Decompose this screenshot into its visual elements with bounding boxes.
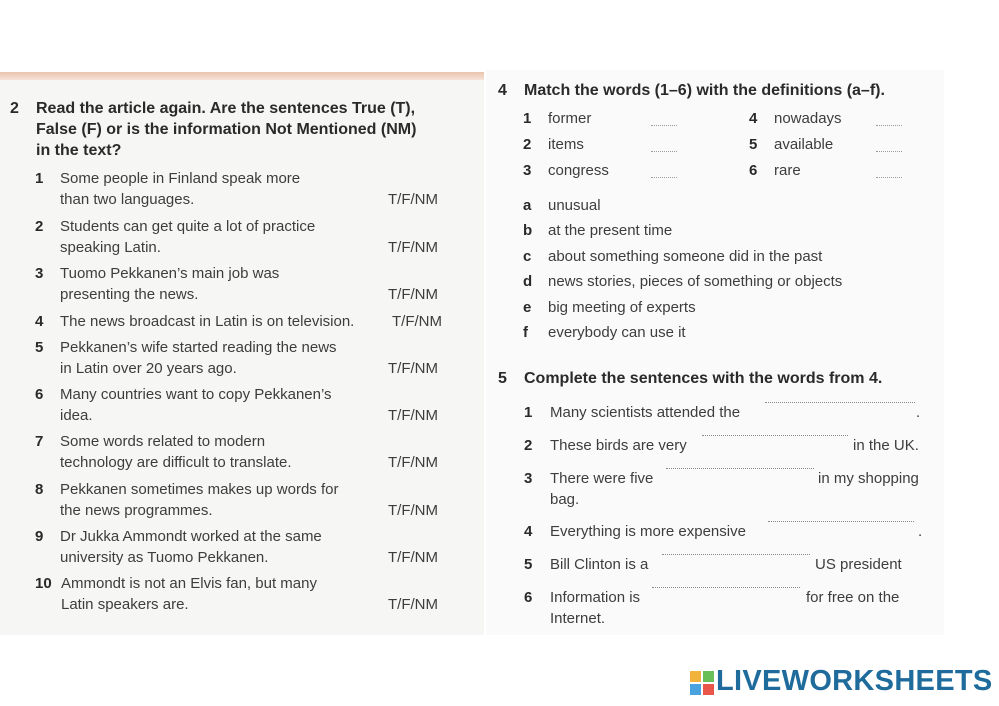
match-word-6: [749, 161, 909, 181]
sentence-text-before: Many scientists attended the: [550, 404, 741, 421]
tf-question-10: [35, 573, 475, 615]
exercise-2-number: 2: [10, 100, 19, 117]
sentence-2: [524, 435, 936, 456]
definition-e: [523, 298, 923, 318]
tf-answer-options[interactable]: T/F/NM: [388, 596, 438, 613]
definition-text: news stories, pieces of something or objects: [548, 273, 843, 290]
exercise-5-instructions: Complete the sentences with the words from 4.: [524, 370, 883, 387]
sentence-text-continued: bag.: [550, 491, 580, 508]
sentence-text-after: US president: [815, 556, 902, 573]
tf-question-6: [35, 384, 475, 426]
word-text: nowadays: [774, 110, 842, 127]
sentence-answer-blank[interactable]: [768, 521, 914, 522]
match-word-1: [523, 109, 713, 129]
logo-square-icon: [703, 671, 714, 682]
definition-letter: d: [523, 273, 533, 290]
tf-answer-options[interactable]: T/F/NM: [388, 407, 438, 424]
tf-answer-options[interactable]: T/F/NM: [388, 502, 438, 519]
question-number: 10: [35, 575, 52, 592]
match-word-4: [749, 109, 909, 129]
tf-answer-options[interactable]: T/F/NM: [388, 191, 438, 208]
match-word-3: [523, 161, 713, 181]
question-text: Ammondt is not an Elvis fan, but many Latin speakers are.: [61, 575, 317, 613]
definition-c: [523, 247, 923, 267]
sentence-text-continued: Internet.: [550, 610, 606, 627]
sentence-text-before: These birds are very: [550, 437, 687, 454]
question-text: Tuomo Pekkanen’s main job was presenting the news.: [60, 265, 280, 303]
sentence-answer-blank[interactable]: [666, 468, 814, 469]
match-answer-blank[interactable]: [876, 125, 902, 126]
word-text: rare: [774, 162, 801, 179]
definition-d: [523, 272, 923, 292]
question-text: Many countries want to copy Pekkanen’s idea.: [60, 386, 332, 424]
tf-question-7: [35, 431, 475, 473]
match-answer-blank[interactable]: [876, 177, 902, 178]
question-text: Students can get quite a lot of practice speaking Latin.: [60, 218, 316, 256]
tf-answer-options[interactable]: T/F/NM: [388, 549, 438, 566]
tf-question-5: [35, 337, 475, 379]
tf-answer-options[interactable]: T/F/NM: [388, 360, 438, 377]
definition-b: [523, 221, 923, 241]
definition-letter: f: [523, 324, 528, 341]
definition-letter: a: [523, 197, 532, 214]
exercise-4-heading: [498, 80, 938, 101]
question-number: 8: [35, 481, 44, 498]
exercise-5-heading: [498, 368, 938, 389]
definition-text: unusual: [548, 197, 601, 214]
exercise-2-heading: [10, 98, 480, 162]
question-number: 3: [35, 265, 44, 282]
sentence-1: [524, 402, 936, 423]
word-number: 6: [749, 162, 758, 179]
exercise-5-number: 5: [498, 370, 507, 387]
question-text: Some words related to modern technology are difficult to translate.: [60, 433, 292, 471]
sentence-number: 2: [524, 437, 533, 454]
question-text: Pekkanen’s wife started reading the news in Latin over 20 years ago.: [60, 339, 337, 377]
question-number: 9: [35, 528, 44, 545]
word-number: 3: [523, 162, 532, 179]
word-text: available: [774, 136, 834, 153]
sentence-text-before: Everything is more expensive: [550, 523, 746, 540]
sentence-6: [524, 587, 936, 629]
match-answer-blank[interactable]: [651, 177, 677, 178]
tf-question-4: [35, 311, 475, 332]
sentence-text-before: Information is: [550, 589, 641, 606]
tf-answer-options[interactable]: T/F/NM: [388, 286, 438, 303]
match-word-5: [749, 135, 909, 155]
logo-square-icon: [690, 684, 701, 695]
sentence-answer-blank[interactable]: [702, 435, 848, 436]
definition-text: big meeting of experts: [548, 299, 696, 316]
sentence-number: 4: [524, 523, 533, 540]
liveworksheets-logo[interactable]: [690, 664, 993, 698]
question-text: Dr Jukka Ammondt worked at the same university as Tuomo Pekkanen.: [60, 528, 322, 566]
word-text: items: [548, 136, 584, 153]
tf-question-9: [35, 526, 475, 568]
sentence-text-after: for free on the: [806, 589, 900, 606]
sentence-text-after: in my shopping: [818, 470, 919, 487]
logo-square-icon: [690, 671, 701, 682]
sentence-number: 1: [524, 404, 533, 421]
tf-question-1: [35, 168, 475, 210]
match-word-2: [523, 135, 713, 155]
word-number: 1: [523, 110, 532, 127]
question-text: Some people in Finland speak more than two languages.: [60, 170, 301, 208]
sentence-4: [524, 521, 936, 542]
sentence-answer-blank[interactable]: [662, 554, 810, 555]
question-number: 1: [35, 170, 44, 187]
definition-letter: b: [523, 222, 533, 239]
tf-question-2: [35, 216, 475, 258]
question-text: Pekkanen sometimes makes up words for the news programmes.: [60, 481, 339, 519]
question-number: 4: [35, 313, 44, 330]
sentence-number: 6: [524, 589, 533, 606]
tf-answer-options[interactable]: T/F/NM: [388, 454, 438, 471]
sentence-number: 3: [524, 470, 533, 487]
sentence-number: 5: [524, 556, 533, 573]
question-number: 2: [35, 218, 44, 235]
sentence-5: [524, 554, 936, 575]
sentence-text-before: Bill Clinton is a: [550, 556, 649, 573]
definition-a: [523, 196, 923, 216]
tf-question-8: [35, 479, 475, 521]
tf-answer-options[interactable]: T/F/NM: [388, 239, 438, 256]
definition-text: about something someone did in the past: [548, 248, 823, 265]
sentence-answer-blank[interactable]: [652, 587, 800, 588]
word-number: 5: [749, 136, 758, 153]
logo-square-icon: [703, 684, 714, 695]
word-number: 4: [749, 110, 758, 127]
question-text: The news broadcast in Latin is on television.: [60, 313, 355, 330]
definition-f: [523, 323, 923, 343]
definition-letter: c: [523, 248, 532, 265]
match-answer-blank[interactable]: [876, 151, 902, 152]
definition-text: everybody can use it: [548, 324, 686, 341]
sentence-answer-blank[interactable]: [765, 402, 915, 403]
tf-question-3: [35, 263, 475, 305]
match-answer-blank[interactable]: [651, 125, 677, 126]
liveworksheets-logo-icon: [690, 671, 714, 695]
liveworksheets-logo-text: LIVEWORKSHEETS: [716, 665, 993, 697]
question-number: 6: [35, 386, 44, 403]
question-number: 5: [35, 339, 44, 356]
sentence-text-after: in the UK.: [853, 437, 919, 454]
sentence-text-before: There were five: [550, 470, 654, 487]
word-text: former: [548, 110, 592, 127]
word-text: congress: [548, 162, 609, 179]
match-answer-blank[interactable]: [651, 151, 677, 152]
definition-text: at the present time: [548, 222, 673, 239]
word-number: 2: [523, 136, 532, 153]
sentence-text-after: .: [918, 523, 923, 540]
exercise-4-number: 4: [498, 82, 507, 99]
definition-letter: e: [523, 299, 532, 316]
question-number: 7: [35, 433, 44, 450]
exercise-4-instructions: Match the words (1–6) with the definitions (a–f).: [524, 82, 885, 99]
tf-answer-options[interactable]: T/F/NM: [392, 313, 442, 330]
sentence-3: [524, 468, 936, 510]
sentence-text-after: .: [916, 404, 921, 421]
exercise-2-instructions: Read the article again. Are the sentences True (T), False (F) or is the information Not Mentioned (NM) in the text?: [36, 100, 417, 159]
decorative-top-rule: [0, 72, 484, 80]
